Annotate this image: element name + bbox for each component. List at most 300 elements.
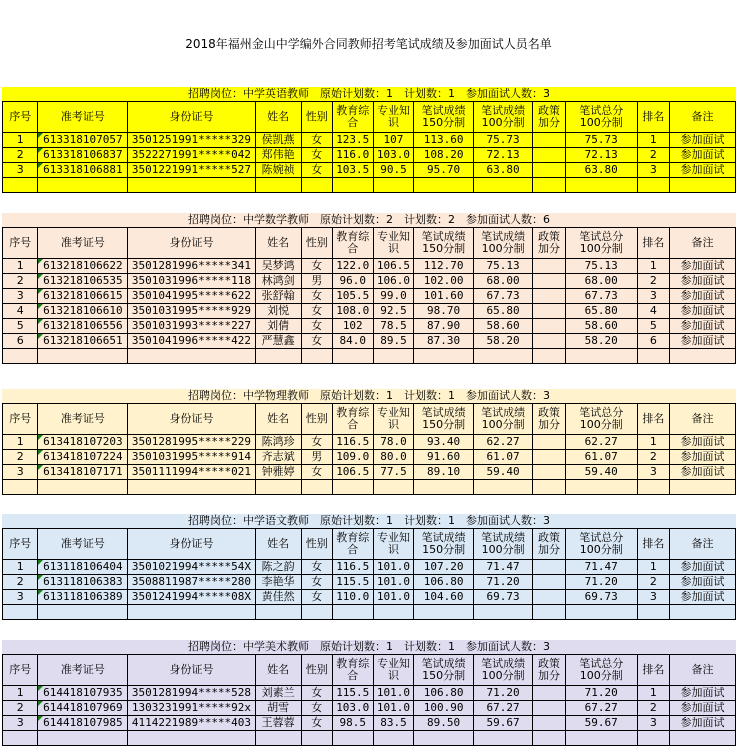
blank-cell [128,178,255,193]
cell-edu-score: 98.5 [332,716,373,731]
cell-score-100: 61.07 [473,450,533,465]
cell-edu-score: 116.5 [332,435,373,450]
blank-cell [38,731,128,746]
cell-total-100: 58.20 [565,334,637,349]
blank-cell [3,605,38,620]
cell-policy-bonus [533,319,565,334]
header-name: 姓名 [255,228,301,259]
cell-id-no: 3501221991*****527 [128,163,255,178]
table-row [3,686,736,701]
header-name: 姓名 [255,404,301,435]
table-row [3,575,736,590]
cell-gender: 女 [301,590,332,605]
error-indicator-icon [38,304,43,309]
cell-rank: 5 [637,319,669,334]
cell-total-100: 62.27 [565,435,637,450]
cell-policy-bonus [533,590,565,605]
cell-id-no: 3501251991*****329 [128,133,255,148]
cell-seq: 2 [3,450,38,465]
blank-cell [414,731,474,746]
cell-edu-score: 123.5 [332,133,373,148]
blank-cell [565,349,637,364]
blank-cell [533,605,565,620]
header-id-no: 身份证号 [128,102,255,133]
cell-seq: 2 [3,701,38,716]
document-title: 2018年福州金山中学编外合同教师招考笔试成绩及参加面试人员名单 [185,37,552,51]
header-policy-bonus: 政策 加分 [533,404,565,435]
cell-score-100: 71.20 [473,686,533,701]
cell-exam-no [38,274,128,289]
cell-edu-score: 96.0 [332,274,373,289]
blank-cell [3,480,38,495]
cell-score-150: 89.10 [414,465,474,480]
cell-gender: 女 [301,148,332,163]
blank-cell [533,480,565,495]
cell-score-150: 101.60 [414,289,474,304]
cell-id-no: 3501241994*****08X [128,590,255,605]
header-seq: 序号 [3,228,38,259]
cell-name: 王蓉蓉 [255,716,301,731]
header-gender: 性别 [301,404,332,435]
cell-score-150: 95.70 [414,163,474,178]
cell-remark: 参加面试 [670,259,736,274]
cell-id-no: 3501031996*****118 [128,274,255,289]
header-rank: 排名 [637,529,669,560]
cell-rank: 2 [637,274,669,289]
cell-total-100: 61.07 [565,450,637,465]
section-2 [2,389,736,495]
blank-cell [38,349,128,364]
cell-exam-no [38,686,128,701]
blank-cell [301,731,332,746]
cell-seq: 1 [3,560,38,575]
cell-seq: 1 [3,259,38,274]
cell-total-100: 58.60 [565,319,637,334]
cell-exam-no [38,133,128,148]
header-name: 姓名 [255,655,301,686]
score-table [2,389,736,495]
header-remark: 备注 [670,529,736,560]
cell-total-100: 75.13 [565,259,637,274]
score-table [2,213,736,364]
cell-gender: 女 [301,334,332,349]
header-total-100: 笔试总分 100分制 [565,529,637,560]
cell-id-no: 3501281995*****229 [128,435,255,450]
cell-score-100: 75.73 [473,133,533,148]
cell-exam-no [38,319,128,334]
cell-total-100: 71.20 [565,575,637,590]
blank-cell [670,349,736,364]
cell-score-100: 72.13 [473,148,533,163]
cell-seq: 1 [3,133,38,148]
header-score-100: 笔试成绩 100分制 [473,529,533,560]
cell-score-100: 68.00 [473,274,533,289]
cell-name: 李艳华 [255,575,301,590]
cell-gender: 女 [301,560,332,575]
cell-prof-score: 80.0 [373,450,414,465]
blank-cell [255,480,301,495]
header-policy-bonus: 政策 加分 [533,529,565,560]
cell-edu-score: 116.5 [332,560,373,575]
header-id-no: 身份证号 [128,228,255,259]
cell-policy-bonus [533,274,565,289]
cell-gender: 女 [301,319,332,334]
cell-total-100: 59.67 [565,716,637,731]
header-score-150: 笔试成绩 150分制 [414,655,474,686]
cell-name: 陈鸿珍 [255,435,301,450]
cell-exam-no [38,259,128,274]
cell-gender: 女 [301,289,332,304]
error-indicator-icon [38,435,43,440]
cell-id-no: 3508811987*****280 [128,575,255,590]
blank-cell [255,731,301,746]
header-score-100: 笔试成绩 100分制 [473,102,533,133]
cell-gender: 女 [301,259,332,274]
section-3 [2,514,736,620]
cell-policy-bonus [533,435,565,450]
cell-policy-bonus [533,289,565,304]
error-indicator-icon [38,560,43,565]
cell-name: 侯凯燕 [255,133,301,148]
cell-gender: 女 [301,435,332,450]
header-score-150: 笔试成绩 150分制 [414,529,474,560]
cell-policy-bonus [533,560,565,575]
cell-prof-score: 90.5 [373,163,414,178]
blank-cell [670,480,736,495]
cell-prof-score: 106.5 [373,259,414,274]
blank-cell [38,178,128,193]
cell-rank: 3 [637,163,669,178]
cell-prof-score: 99.0 [373,289,414,304]
cell-gender: 女 [301,716,332,731]
cell-total-100: 68.00 [565,274,637,289]
cell-id-no: 4114221989*****403 [128,716,255,731]
header-total-100: 笔试总分 100分制 [565,404,637,435]
header-edu-score: 教育综 合 [332,102,373,133]
cell-total-100: 71.20 [565,686,637,701]
table-row [3,334,736,349]
header-total-100: 笔试总分 100分制 [565,655,637,686]
blank-cell [38,605,128,620]
cell-score-150: 98.70 [414,304,474,319]
cell-score-150: 100.90 [414,701,474,716]
cell-total-100: 75.73 [565,133,637,148]
header-name: 姓名 [255,102,301,133]
exam-number-text: 613418107171 [43,465,123,478]
blank-cell [301,178,332,193]
cell-score-150: 89.50 [414,716,474,731]
cell-policy-bonus [533,686,565,701]
blank-cell [637,178,669,193]
cell-seq: 3 [3,590,38,605]
cell-name: 刘悦 [255,304,301,319]
cell-id-no: 3501111994*****021 [128,465,255,480]
cell-score-150: 87.30 [414,334,474,349]
header-edu-score: 教育综 合 [332,228,373,259]
blank-cell [3,178,38,193]
header-prof-score: 专业知 识 [373,655,414,686]
header-seq: 序号 [3,529,38,560]
cell-total-100: 67.73 [565,289,637,304]
section-banner: 招聘岗位：中学美术教师 原始计划数：1 计划数：1 参加面试人数：3 [3,640,736,655]
section-banner: 招聘岗位：中学语文教师 原始计划数：1 计划数：1 参加面试人数：3 [3,514,736,529]
cell-policy-bonus [533,465,565,480]
exam-number-text: 613318107057 [43,133,123,146]
header-remark: 备注 [670,228,736,259]
cell-rank: 1 [637,259,669,274]
cell-edu-score: 103.5 [332,163,373,178]
cell-prof-score: 92.5 [373,304,414,319]
cell-remark: 参加面试 [670,148,736,163]
cell-total-100: 71.47 [565,560,637,575]
cell-seq: 5 [3,319,38,334]
cell-remark: 参加面试 [670,304,736,319]
header-name: 姓名 [255,529,301,560]
blank-cell [38,480,128,495]
cell-id-no: 3501031995*****929 [128,304,255,319]
blank-cell [301,480,332,495]
cell-score-100: 59.67 [473,716,533,731]
exam-number-text: 613418107224 [43,450,123,463]
cell-rank: 2 [637,701,669,716]
cell-total-100: 67.27 [565,701,637,716]
header-score-150: 笔试成绩 150分制 [414,228,474,259]
cell-policy-bonus [533,148,565,163]
cell-policy-bonus [533,701,565,716]
cell-total-100: 72.13 [565,148,637,163]
cell-name: 刘倩 [255,319,301,334]
header-score-100: 笔试成绩 100分制 [473,228,533,259]
cell-rank: 3 [637,716,669,731]
cell-prof-score: 103.0 [373,148,414,163]
blank-cell [128,349,255,364]
cell-exam-no [38,465,128,480]
table-row [3,274,736,289]
cell-rank: 3 [637,289,669,304]
cell-edu-score: 122.0 [332,259,373,274]
table-row [3,148,736,163]
section-banner: 招聘岗位：中学英语教师 原始计划数：1 计划数：1 参加面试人数：3 [3,87,736,102]
cell-edu-score: 105.5 [332,289,373,304]
blank-cell [332,605,373,620]
cell-id-no: 3501021994*****54X [128,560,255,575]
cell-gender: 女 [301,304,332,319]
cell-prof-score: 83.5 [373,716,414,731]
cell-name: 张舒翰 [255,289,301,304]
header-policy-bonus: 政策 加分 [533,102,565,133]
blank-cell [473,178,533,193]
cell-score-150: 104.60 [414,590,474,605]
cell-exam-no [38,435,128,450]
cell-score-150: 93.40 [414,435,474,450]
error-indicator-icon [38,334,43,339]
header-gender: 性别 [301,228,332,259]
blank-cell [533,178,565,193]
cell-seq: 3 [3,289,38,304]
blank-cell [637,731,669,746]
cell-rank: 1 [637,560,669,575]
blank-cell [128,731,255,746]
header-score-150: 笔试成绩 150分制 [414,102,474,133]
table-row [3,465,736,480]
table-row [3,590,736,605]
exam-number-text: 613218106610 [43,304,123,317]
header-exam-no: 准考证号 [38,529,128,560]
cell-gender: 女 [301,465,332,480]
cell-edu-score: 108.0 [332,304,373,319]
cell-rank: 1 [637,686,669,701]
exam-number-text: 614418107935 [43,686,123,699]
blank-cell [637,480,669,495]
header-id-no: 身份证号 [128,655,255,686]
header-total-100: 笔试总分 100分制 [565,102,637,133]
cell-remark: 参加面试 [670,450,736,465]
cell-score-150: 112.70 [414,259,474,274]
cell-name: 胡雪 [255,701,301,716]
cell-exam-no [38,590,128,605]
error-indicator-icon [38,148,43,153]
blank-cell [3,731,38,746]
table-row [3,163,736,178]
blank-cell [533,349,565,364]
header-exam-no: 准考证号 [38,655,128,686]
section-4 [2,640,736,746]
table-row [3,133,736,148]
cell-remark: 参加面试 [670,289,736,304]
score-table [2,640,736,746]
error-indicator-icon [38,701,43,706]
blank-cell [670,731,736,746]
cell-rank: 3 [637,590,669,605]
blank-cell [255,349,301,364]
header-rank: 排名 [637,228,669,259]
cell-exam-no [38,716,128,731]
cell-policy-bonus [533,133,565,148]
cell-edu-score: 102 [332,319,373,334]
blank-cell [373,349,414,364]
header-edu-score: 教育综 合 [332,404,373,435]
error-indicator-icon [38,686,43,691]
header-edu-score: 教育综 合 [332,529,373,560]
cell-rank: 3 [637,465,669,480]
error-indicator-icon [38,259,43,264]
table-row [3,259,736,274]
cell-score-100: 63.80 [473,163,533,178]
cell-score-100: 67.73 [473,289,533,304]
cell-seq: 1 [3,686,38,701]
cell-policy-bonus [533,575,565,590]
cell-edu-score: 116.0 [332,148,373,163]
blank-cell [373,480,414,495]
cell-total-100: 65.80 [565,304,637,319]
blank-cell [128,605,255,620]
header-id-no: 身份证号 [128,404,255,435]
blank-cell [670,178,736,193]
error-indicator-icon [38,274,43,279]
error-indicator-icon [38,319,43,324]
cell-seq: 1 [3,435,38,450]
header-seq: 序号 [3,655,38,686]
cell-remark: 参加面试 [670,590,736,605]
blank-cell [373,731,414,746]
cell-id-no: 3501041995*****622 [128,289,255,304]
table-row [3,289,736,304]
error-indicator-icon [38,289,43,294]
cell-remark: 参加面试 [670,435,736,450]
cell-id-no: 3501281996*****341 [128,259,255,274]
exam-number-text: 613318106837 [43,148,123,161]
cell-total-100: 69.73 [565,590,637,605]
cell-exam-no [38,334,128,349]
blank-cell [414,178,474,193]
header-gender: 性别 [301,529,332,560]
header-score-100: 笔试成绩 100分制 [473,655,533,686]
exam-number-text: 613218106556 [43,319,123,332]
cell-name: 陈之韵 [255,560,301,575]
exam-number-text: 613218106535 [43,274,123,287]
cell-prof-score: 106.0 [373,274,414,289]
cell-id-no: 3501281994*****528 [128,686,255,701]
cell-gender: 男 [301,274,332,289]
cell-name: 钟雅婷 [255,465,301,480]
cell-gender: 女 [301,575,332,590]
exam-number-text: 613218106615 [43,289,123,302]
exam-number-text: 613418107203 [43,435,123,448]
header-seq: 序号 [3,102,38,133]
cell-exam-no [38,560,128,575]
header-id-no: 身份证号 [128,529,255,560]
blank-cell [373,605,414,620]
header-prof-score: 专业知 识 [373,404,414,435]
cell-rank: 4 [637,304,669,319]
exam-number-text: 613118106404 [43,560,123,573]
header-prof-score: 专业知 识 [373,228,414,259]
blank-cell [414,349,474,364]
cell-exam-no [38,701,128,716]
cell-rank: 2 [637,148,669,163]
cell-seq: 2 [3,148,38,163]
table-row [3,560,736,575]
section-banner: 招聘岗位：中学数学教师 原始计划数：2 计划数：2 参加面试人数：6 [3,213,736,228]
error-indicator-icon [38,133,43,138]
cell-score-100: 58.20 [473,334,533,349]
cell-seq: 6 [3,334,38,349]
error-indicator-icon [38,450,43,455]
blank-cell [565,178,637,193]
cell-exam-no [38,289,128,304]
cell-rank: 2 [637,450,669,465]
header-remark: 备注 [670,655,736,686]
blank-cell [255,178,301,193]
cell-rank: 1 [637,435,669,450]
blank-cell [637,605,669,620]
blank-cell [332,480,373,495]
cell-total-100: 63.80 [565,163,637,178]
cell-name: 郑伟艳 [255,148,301,163]
cell-seq: 3 [3,465,38,480]
header-exam-no: 准考证号 [38,404,128,435]
blank-cell [332,349,373,364]
blank-cell [565,605,637,620]
cell-exam-no [38,163,128,178]
blank-cell [565,731,637,746]
blank-cell [332,731,373,746]
cell-remark: 参加面试 [670,465,736,480]
cell-gender: 女 [301,163,332,178]
header-gender: 性别 [301,655,332,686]
exam-number-text: 613218106622 [43,259,123,272]
cell-id-no: 1303231991*****92x [128,701,255,716]
